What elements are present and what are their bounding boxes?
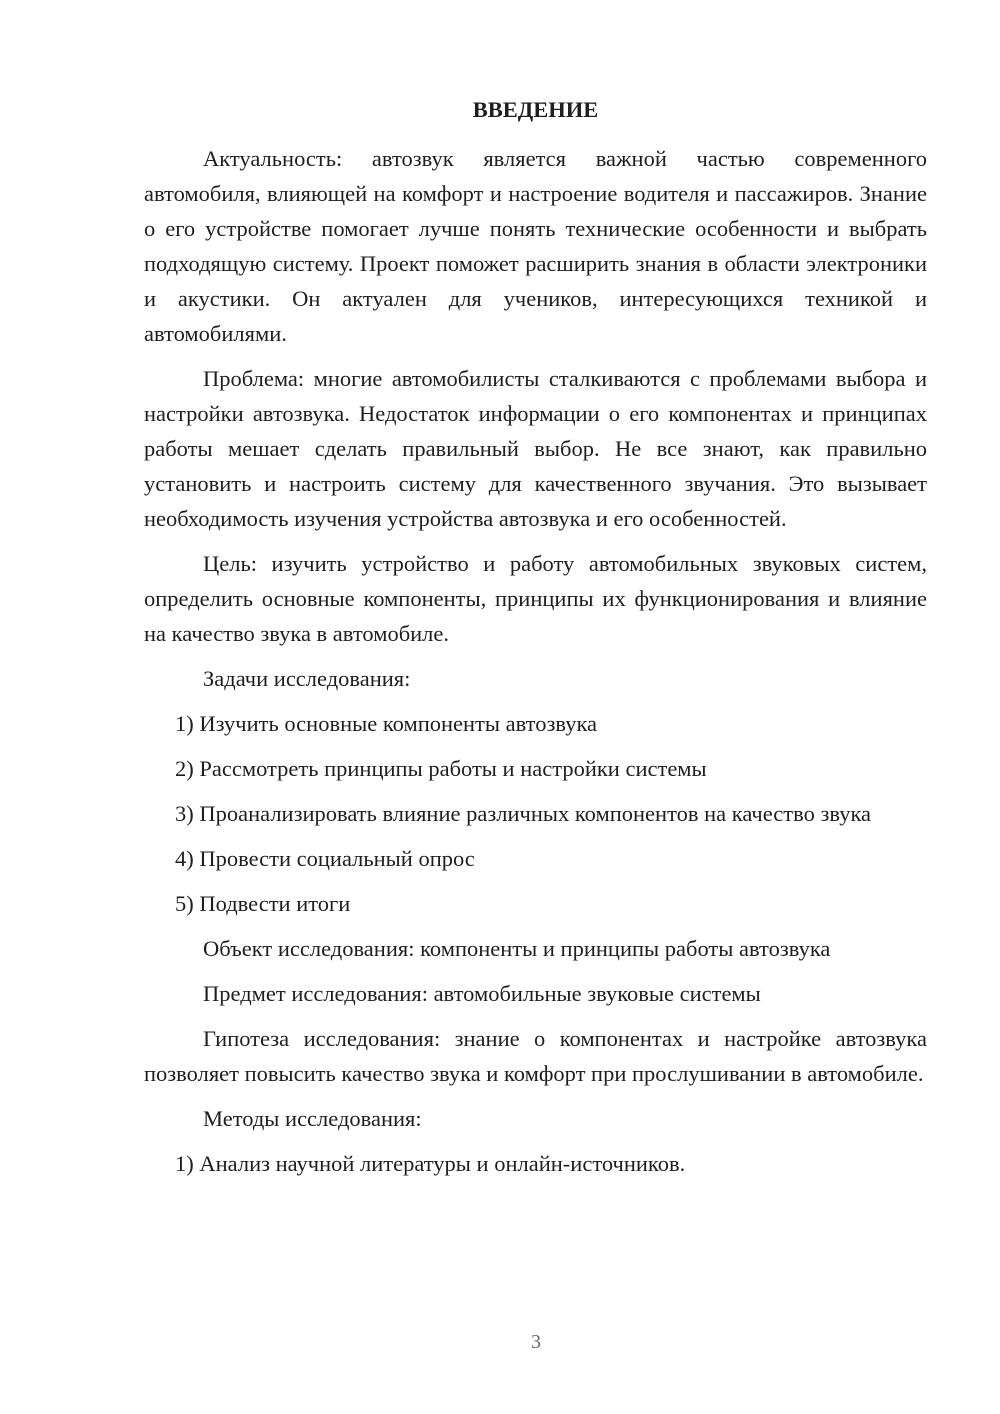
task-item: 1) Изучить основные компоненты автозвука (175, 711, 598, 736)
task-item: 5) Подвести итоги (175, 891, 351, 916)
object-paragraph: Объект исследования: компоненты и принципы работы автозвука (203, 936, 831, 961)
problem-paragraph: Проблема: многие автомобилисты сталкиваются с проблемами выбора и настройки автозвука. Недостаток информации о его компонентах и принципах работы мешает сделать правильный выбор. Не все знают, как правильно установить и настроить систему для качественного звучания. Это вызывает необходимость изучения устройства автозвука и его особенностей. (144, 366, 927, 531)
page-number: 3 (531, 1331, 541, 1353)
tasks-title: Задачи исследования: (203, 666, 411, 691)
task-item: 4) Провести социальный опрос (175, 846, 475, 871)
subject-paragraph: Предмет исследования: автомобильные звуковые системы (203, 981, 761, 1006)
page-content (144, 92, 927, 1191)
method-item: 1) Анализ научной литературы и онлайн-источников. (175, 1151, 686, 1176)
task-item: 2) Рассмотреть принципы работы и настройки системы (175, 756, 707, 781)
goal-paragraph: Цель: изучить устройство и работу автомобильных звуковых систем, определить основные компоненты, принципы их функционирования и влияние на качество звука в автомобиле. (144, 551, 927, 646)
methods-title: Методы исследования: (203, 1106, 422, 1131)
section-heading: ВВЕДЕНИЕ (472, 97, 599, 122)
hypothesis-paragraph: Гипотеза исследования: знание о компонентах и настройке автозвука позволяет повысить качество звука и комфорт при прослушивании в автомобиле. (144, 1026, 927, 1086)
task-item: 3) Проанализировать влияние различных компонентов на качество звука (175, 801, 872, 826)
relevance-paragraph: Актуальность: автозвук является важной частью современного автомобиля, влияющей на комфорт и настроение водителя и пассажиров. Знание о его устройстве помогает лучше понять технические особенности и выбрать подходящую систему. Проект поможет расширить знания в области электроники и акустики. Он актуален для учеников, интересующихся техникой и автомобилями. (144, 146, 927, 346)
